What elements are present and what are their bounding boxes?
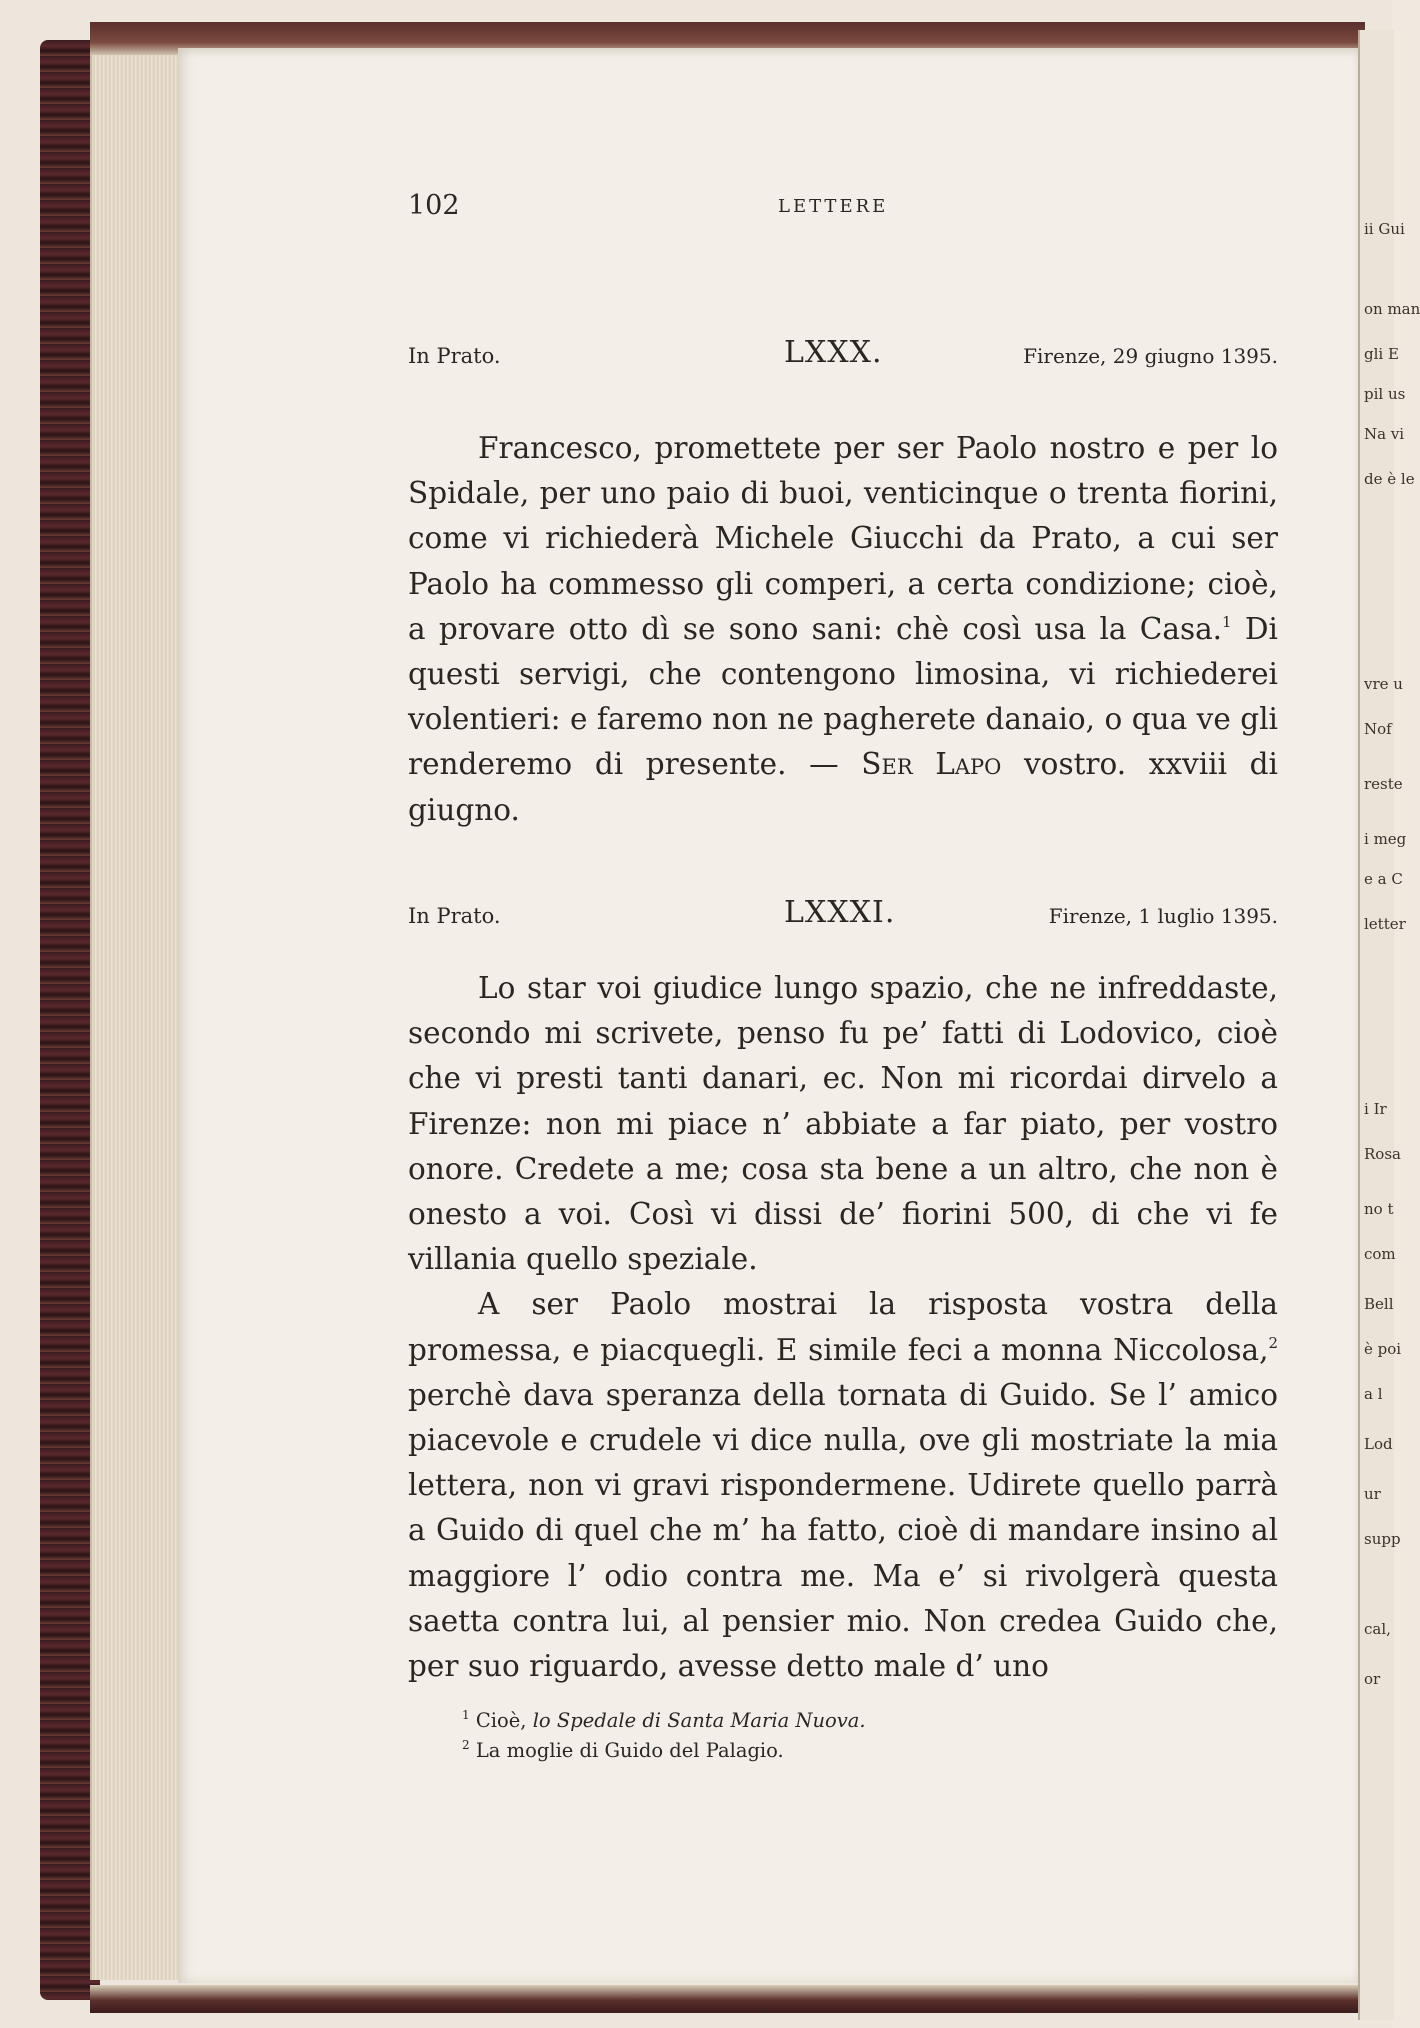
facing-page-fragment: i meg xyxy=(1364,830,1407,848)
facing-page-fragment: è poi xyxy=(1364,1340,1402,1358)
facing-page-fragment: reste xyxy=(1364,775,1403,793)
facing-page-fragment: e a C xyxy=(1364,870,1403,888)
facing-page-fragment: no t xyxy=(1364,1200,1394,1218)
letter-date: Firenze, 1 luglio 1395. xyxy=(1048,904,1278,928)
letter-number: LXXXI. xyxy=(784,895,896,930)
facing-page-fragment: com xyxy=(1364,1245,1396,1263)
page-stack-edges xyxy=(90,55,182,1980)
letter-heading xyxy=(408,888,1278,932)
facing-page-fragment: Bell xyxy=(1364,1295,1394,1313)
letter-addressee-place: In Prato. xyxy=(408,344,501,368)
footnote-marker: 2 xyxy=(1268,1333,1278,1352)
facing-page-fragment: Nof xyxy=(1364,720,1392,738)
letter-body xyxy=(408,966,1278,1689)
facing-page-fragment: pil us xyxy=(1364,385,1406,403)
facing-page-fragment: de è le xyxy=(1364,470,1415,488)
facing-page-fragment: cal, xyxy=(1364,1620,1391,1638)
facing-page-fragment: ur xyxy=(1364,1485,1381,1503)
paragraph xyxy=(408,1282,1278,1689)
footnote-mark: 1 xyxy=(462,1708,470,1722)
facing-page-fragment: vre u xyxy=(1364,675,1403,693)
paragraph xyxy=(408,426,1278,833)
footnote-lead: Cioè, xyxy=(475,1709,527,1732)
paragraph-text-continued: Di questi servigi, che contengono limosina, vi richiederei volentieri: e faremo non ne pagherete danaio, o qua ve gli renderemo di presente. — xyxy=(408,611,1278,782)
paragraph xyxy=(408,966,1278,1282)
footnote xyxy=(462,1736,1262,1766)
letter-heading xyxy=(408,328,1278,372)
facing-page-fragment: on man xyxy=(1364,300,1420,318)
page-number: 102 xyxy=(408,190,460,221)
facing-page-fragment: ii Gui xyxy=(1364,220,1405,238)
letter-addressee-place: In Prato. xyxy=(408,904,501,928)
paragraph-text-continued: perchè dava speranza della tornata di Guido. Se l’ amico piacevole e crudele vi dice nulla, ove gli mostriate la mia lettera, non vi gravi rispondermene. Udirete quello parrà a Guido di quel che m’ ha fatto, cioè di mandare insino al maggiore l’ odio contra me. Ma e’ si rivolgerà questa saetta contra lui, al pensier mio. Non credea Guido che, per suo riguardo, avesse detto male d’ uno xyxy=(408,1377,1278,1684)
paragraph-text: Lo star voi giudice lungo spazio, che ne infreddaste, secondo mi scrivete, penso fu pe’ fatti di Lodovico, cioè che vi presti tanti danari, ec. Non mi ricordai dirvelo a Firenze: non mi piace n’ abbiate a far piato, per vostro onore. Credete a me; cosa sta bene a un altro, che non è onesto a voi. Così vi dissi de’ fiorini 500, di che vi fe villania quello speziale. xyxy=(408,971,1278,1277)
closing-date: vostro. xxviii di giugno. xyxy=(408,747,1278,827)
running-header xyxy=(408,190,1278,230)
footnote-lead: La moglie di Guido del Palagio. xyxy=(475,1739,784,1762)
book-bottom-edge xyxy=(90,1985,1365,2013)
paragraph-text: Francesco, promettete per ser Paolo nostro e per lo Spidale, per uno paio di buoi, venticinque o trenta fiorini, come vi richiederà Michele Giucchi da Prato, a cui ser Paolo ha commesso gli comperi, a certa condizione; cioè, a provare otto dì se sono sani: chè così usa la Casa. xyxy=(408,431,1278,646)
facing-page-fragment: Rosa xyxy=(1364,1145,1401,1163)
facing-page-fragment: gli E xyxy=(1364,345,1399,363)
signature: Ser Lapo xyxy=(861,747,1002,782)
paragraph-text: A ser Paolo mostrai la risposta vostra della promessa, e piacquegli. E simile feci a monna Niccolosa, xyxy=(408,1287,1278,1367)
facing-page-fragment: Lod xyxy=(1364,1435,1393,1453)
footnote xyxy=(462,1706,1262,1736)
letter-number: LXXX. xyxy=(784,335,883,370)
footnote-marker: 1 xyxy=(1222,612,1232,631)
facing-page-fragment: supp xyxy=(1364,1530,1401,1548)
letter-date: Firenze, 29 giugno 1395. xyxy=(1023,344,1278,368)
facing-page-fragment: i Ir xyxy=(1364,1100,1387,1118)
facing-page-fragment: letter xyxy=(1364,915,1406,933)
footnote-italic: lo Spedale di Santa Maria Nuova. xyxy=(532,1709,866,1732)
facing-page-fragment: or xyxy=(1364,1670,1381,1688)
facing-page-fragment: Na vi xyxy=(1364,425,1405,443)
facing-page-fragment: a l xyxy=(1364,1385,1383,1403)
letter-body xyxy=(408,426,1278,833)
running-title: LETTERE xyxy=(778,196,889,217)
facing-page-edge xyxy=(1358,30,1420,2020)
footnotes xyxy=(462,1706,1262,1766)
footnote-mark: 2 xyxy=(462,1738,470,1752)
